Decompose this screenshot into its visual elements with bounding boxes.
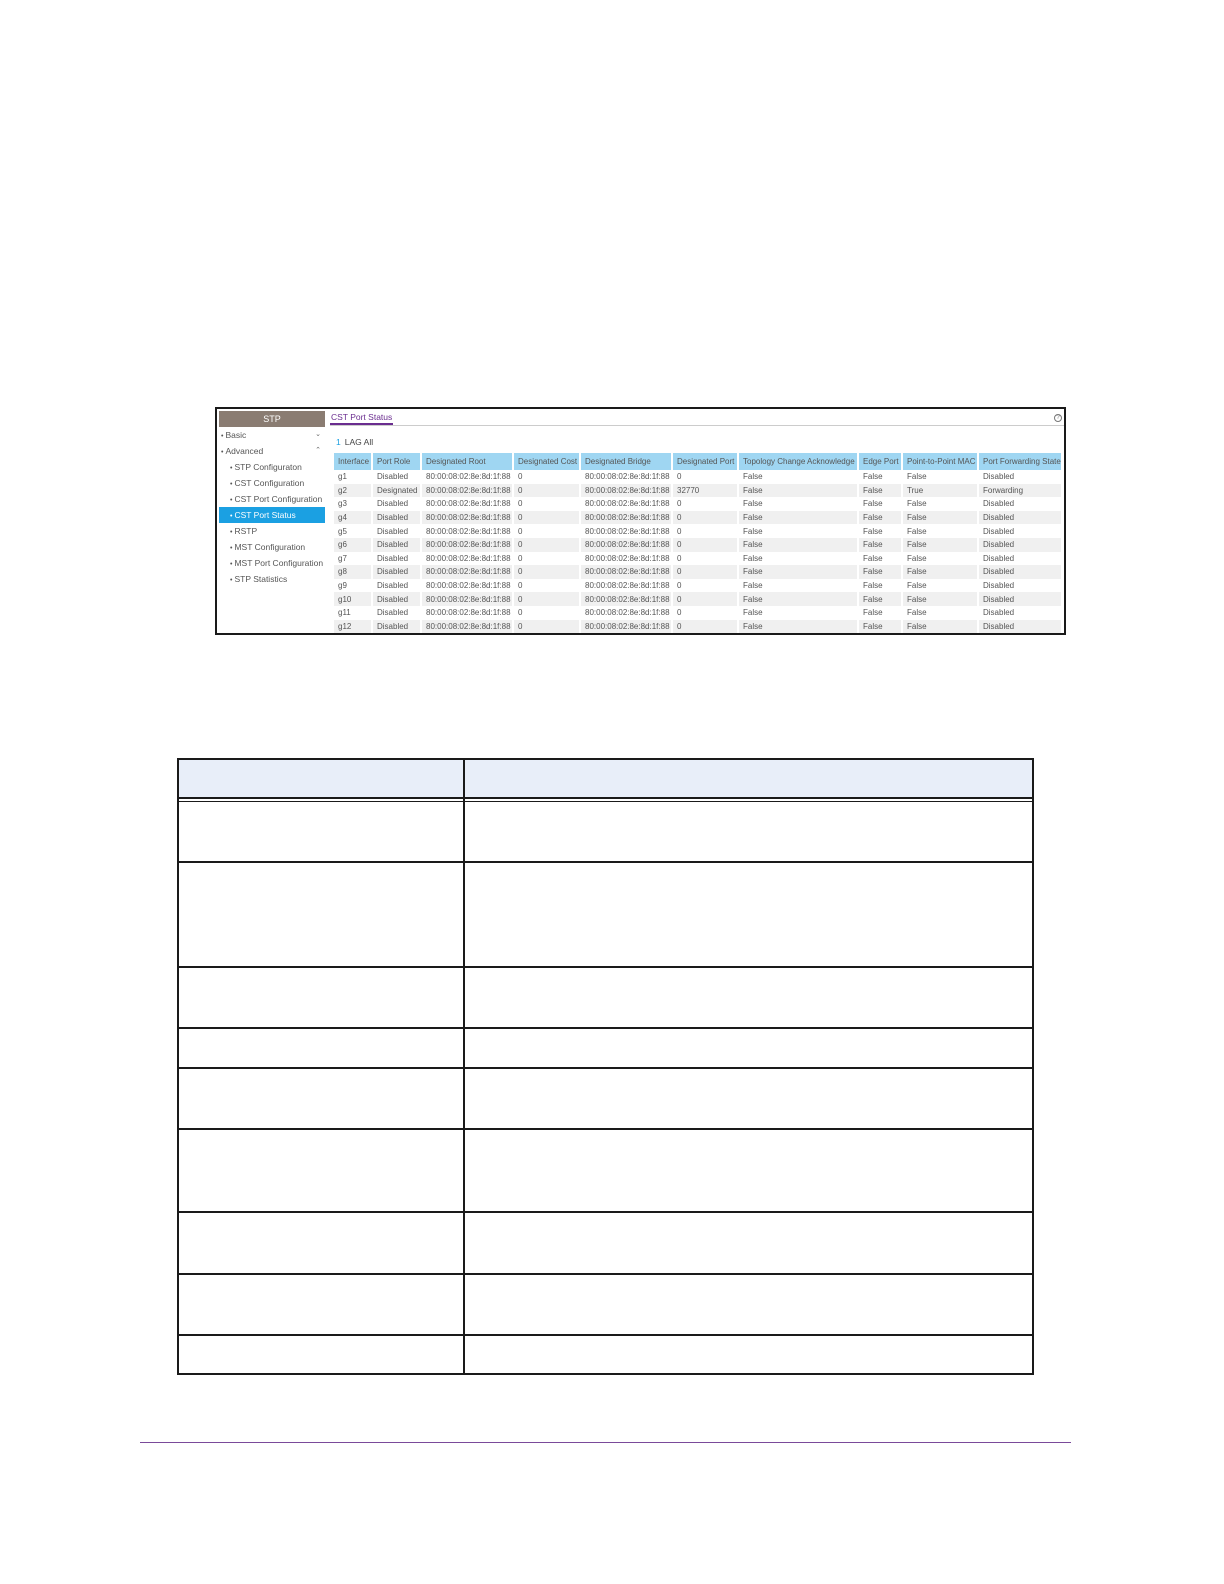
table-cell: False — [907, 526, 927, 536]
table-cell: 80:00:08:02:8e:8d:1f:88 — [422, 538, 512, 552]
bullet-icon: • — [221, 449, 224, 456]
table-cell: 80:00:08:02:8e:8d:1f:88 — [426, 472, 511, 482]
cst-port-status-screenshot — [215, 407, 1066, 635]
table-cell: Disabled — [373, 565, 420, 579]
table-cell: False — [743, 581, 763, 591]
table-cell: 0 — [514, 538, 579, 552]
table-cell: False — [863, 526, 883, 536]
table-cell: 80:00:08:02:8e:8d:1f:88 — [426, 499, 511, 509]
table-row[interactable] — [334, 579, 1061, 593]
table-body — [334, 470, 1061, 633]
filter-lag[interactable]: LAG — [344, 437, 362, 447]
table-cell: 0 — [677, 499, 682, 509]
row-divider — [179, 1128, 1032, 1130]
table-cell: Designated — [373, 484, 420, 498]
table-cell: False — [903, 538, 977, 552]
table-cell: False — [859, 565, 901, 579]
sidebar-item-cst-configuration[interactable]: • CST Configuration — [230, 478, 305, 488]
column-header[interactable]: Topology Change Acknowledge — [739, 453, 857, 470]
table-cell: Forwarding — [979, 484, 1061, 498]
table-cell: False — [743, 553, 763, 563]
table-cell: False — [863, 499, 883, 509]
column-header[interactable]: Point-to-Point MAC — [903, 453, 977, 470]
table-cell: False — [907, 553, 927, 563]
row-divider — [179, 1273, 1032, 1275]
table-cell: Disabled — [377, 608, 409, 618]
table-cell: 0 — [677, 608, 682, 618]
table-cell: g7 — [338, 553, 347, 563]
table-cell: False — [907, 581, 927, 591]
table-cell: False — [739, 620, 857, 634]
table-cell: False — [859, 620, 901, 634]
table-cell: 0 — [677, 581, 682, 591]
filter-unit-1[interactable]: 1 — [336, 437, 341, 447]
chevron-up-icon: ⌃ — [315, 447, 321, 454]
table-cell: 80:00:08:02:8e:8d:1f:88 — [426, 526, 511, 536]
table-cell: 80:00:08:02:8e:8d:1f:88 — [422, 511, 512, 525]
table-cell: False — [863, 608, 883, 618]
column-header[interactable]: Interface — [334, 453, 371, 470]
table-cell: 80:00:08:02:8e:8d:1f:88 — [426, 553, 511, 563]
table-cell: 0 — [514, 592, 579, 606]
table-cell: 0 — [518, 499, 523, 509]
table-cell: 80:00:08:02:8e:8d:1f:88 — [581, 620, 671, 634]
sidebar-group-basic[interactable]: • Basic ⌄ — [219, 427, 325, 443]
table-cell: Disabled — [377, 526, 409, 536]
table-cell: False — [903, 565, 977, 579]
column-header[interactable]: Designated Port — [673, 453, 737, 470]
table-cell: 0 — [677, 472, 682, 482]
sidebar-group-advanced[interactable]: • Advanced ⌃ — [219, 443, 325, 459]
row-divider — [179, 1067, 1032, 1069]
table-cell: 0 — [673, 592, 737, 606]
footer-rule — [140, 1442, 1071, 1443]
header-double-rule — [179, 801, 1032, 802]
table-cell: 80:00:08:02:8e:8d:1f:88 — [585, 526, 670, 536]
table-cell: Disabled — [373, 620, 420, 634]
description-table — [177, 758, 1034, 1375]
column-header[interactable]: Port Role — [373, 453, 420, 470]
table-cell: False — [903, 592, 977, 606]
cst-port-status-table — [332, 453, 1063, 633]
table-row[interactable] — [334, 620, 1061, 634]
column-header[interactable]: Designated Bridge — [581, 453, 671, 470]
main-panel — [330, 411, 1064, 633]
table-cell: g4 — [334, 511, 371, 525]
table-cell: g6 — [334, 538, 371, 552]
table-cell: 0 — [514, 484, 579, 498]
bullet-icon: • — [221, 433, 224, 440]
sidebar-item-mst-configuration[interactable]: • MST Configuration — [230, 542, 306, 552]
table-cell: False — [739, 538, 857, 552]
table-row[interactable] — [334, 592, 1061, 606]
description-table-header — [179, 760, 1032, 799]
row-divider — [179, 861, 1032, 863]
table-cell: False — [907, 499, 927, 509]
row-divider — [179, 1334, 1032, 1336]
table-cell: False — [743, 526, 763, 536]
table-cell: False — [859, 484, 901, 498]
sidebar-title: STP — [219, 411, 325, 427]
table-cell: g12 — [334, 620, 371, 634]
column-header[interactable]: Edge Port — [859, 453, 901, 470]
table-row[interactable] — [334, 524, 1061, 538]
table-row[interactable] — [334, 470, 1061, 484]
tab-cst-port-status[interactable]: CST Port Status — [330, 411, 393, 425]
table-cell: False — [907, 608, 927, 618]
table-row[interactable] — [334, 538, 1061, 552]
tab-bar — [330, 411, 1064, 426]
table-cell: False — [863, 581, 883, 591]
table-cell: 0 — [514, 620, 579, 634]
table-cell: 0 — [677, 526, 682, 536]
table-cell: 80:00:08:02:8e:8d:1f:88 — [422, 620, 512, 634]
table-row[interactable] — [334, 606, 1061, 620]
table-cell: False — [859, 511, 901, 525]
table-header-row — [334, 453, 1061, 470]
table-cell: 0 — [518, 526, 523, 536]
column-header[interactable]: Port Forwarding State — [979, 453, 1061, 470]
table-cell: Disabled — [983, 526, 1015, 536]
table-cell: False — [859, 592, 901, 606]
table-cell: g9 — [338, 581, 347, 591]
table-cell: Disabled — [983, 472, 1015, 482]
help-icon[interactable]: ? — [1054, 414, 1062, 422]
table-cell: 80:00:08:02:8e:8d:1f:88 — [581, 484, 671, 498]
table-cell: Disabled — [979, 511, 1061, 525]
table-cell: Disabled — [983, 581, 1015, 591]
table-cell: False — [739, 592, 857, 606]
table-cell: False — [743, 499, 763, 509]
table-cell: g5 — [338, 526, 347, 536]
sidebar-item-mst-port-configuration[interactable]: • MST Port Configuration — [230, 558, 324, 568]
table-cell: Disabled — [373, 511, 420, 525]
table-cell: False — [863, 553, 883, 563]
table-cell: True — [903, 484, 977, 498]
table-cell: 80:00:08:02:8e:8d:1f:88 — [585, 499, 670, 509]
table-cell: g3 — [338, 499, 347, 509]
column-header[interactable]: Designated Root — [422, 453, 512, 470]
sidebar-item-stp-statistics[interactable]: • STP Statistics — [230, 574, 288, 584]
table-cell: 80:00:08:02:8e:8d:1f:88 — [585, 581, 670, 591]
table-cell: 80:00:08:02:8e:8d:1f:88 — [585, 553, 670, 563]
chevron-down-icon: ⌄ — [315, 431, 321, 438]
sidebar-item-stp-configuration[interactable]: • STP Configuraton — [230, 462, 302, 472]
table-cell: g2 — [334, 484, 371, 498]
table-cell: g11 — [338, 608, 351, 618]
table-cell: 0 — [677, 553, 682, 563]
table-cell: False — [743, 472, 763, 482]
table-cell: False — [739, 565, 857, 579]
table-cell: False — [903, 511, 977, 525]
table-cell: Disabled — [377, 581, 409, 591]
row-divider — [179, 966, 1032, 968]
table-cell: False — [739, 484, 857, 498]
table-cell: 0 — [673, 565, 737, 579]
column-header[interactable]: Designated Cost — [514, 453, 579, 470]
table-cell: False — [863, 472, 883, 482]
row-divider — [179, 1027, 1032, 1029]
table-cell: Disabled — [979, 592, 1061, 606]
table-cell: Disabled — [377, 499, 409, 509]
table-cell: 80:00:08:02:8e:8d:1f:88 — [422, 565, 512, 579]
table-cell: 0 — [673, 511, 737, 525]
table-row[interactable] — [334, 497, 1061, 511]
table-cell: 80:00:08:02:8e:8d:1f:88 — [581, 565, 671, 579]
table-cell: 80:00:08:02:8e:8d:1f:88 — [585, 608, 670, 618]
table-cell: 0 — [518, 581, 523, 591]
table-cell: 80:00:08:02:8e:8d:1f:88 — [581, 511, 671, 525]
table-cell: 32770 — [673, 484, 737, 498]
table-cell: 80:00:08:02:8e:8d:1f:88 — [426, 608, 511, 618]
table-cell: 80:00:08:02:8e:8d:1f:88 — [426, 581, 511, 591]
table-cell: 80:00:08:02:8e:8d:1f:88 — [581, 538, 671, 552]
table-cell: 80:00:08:02:8e:8d:1f:88 — [422, 484, 512, 498]
table-cell: 80:00:08:02:8e:8d:1f:88 — [585, 472, 670, 482]
filter-all[interactable]: All — [363, 437, 374, 447]
table-cell: Disabled — [979, 538, 1061, 552]
table-cell: 0 — [518, 608, 523, 618]
table-cell: Disabled — [373, 538, 420, 552]
table-cell: 0 — [518, 553, 523, 563]
table-cell: 0 — [514, 511, 579, 525]
table-cell: Disabled — [979, 620, 1061, 634]
table-cell: g10 — [334, 592, 371, 606]
table-cell: Disabled — [983, 608, 1015, 618]
table-cell: Disabled — [377, 553, 409, 563]
table-cell: Disabled — [983, 499, 1015, 509]
sidebar-item-rstp[interactable]: • RSTP — [230, 526, 258, 536]
table-cell: Disabled — [377, 472, 409, 482]
table-cell: g8 — [334, 565, 371, 579]
table-cell: False — [903, 620, 977, 634]
sidebar — [219, 411, 325, 631]
table-row[interactable] — [334, 484, 1061, 498]
table-cell: 0 — [518, 472, 523, 482]
table-cell: 0 — [514, 565, 579, 579]
table-row[interactable] — [334, 511, 1061, 525]
table-cell: g1 — [338, 472, 347, 482]
table-cell: 80:00:08:02:8e:8d:1f:88 — [581, 592, 671, 606]
table-cell: Disabled — [373, 592, 420, 606]
sidebar-item-cst-port-status[interactable]: • CST Port Status — [219, 507, 325, 523]
table-cell: False — [739, 511, 857, 525]
table-cell: 0 — [673, 620, 737, 634]
table-cell: False — [743, 608, 763, 618]
table-row[interactable] — [334, 565, 1061, 579]
table-cell: 80:00:08:02:8e:8d:1f:88 — [422, 592, 512, 606]
sidebar-item-cst-port-configuration[interactable]: • CST Port Configuration — [230, 494, 323, 504]
table-cell: 0 — [673, 538, 737, 552]
table-cell: False — [859, 538, 901, 552]
interface-filter — [336, 437, 373, 447]
row-divider — [179, 1211, 1032, 1213]
table-cell: Disabled — [979, 565, 1061, 579]
table-row[interactable] — [334, 552, 1061, 566]
table-cell: Disabled — [983, 553, 1015, 563]
table-cell: False — [907, 472, 927, 482]
